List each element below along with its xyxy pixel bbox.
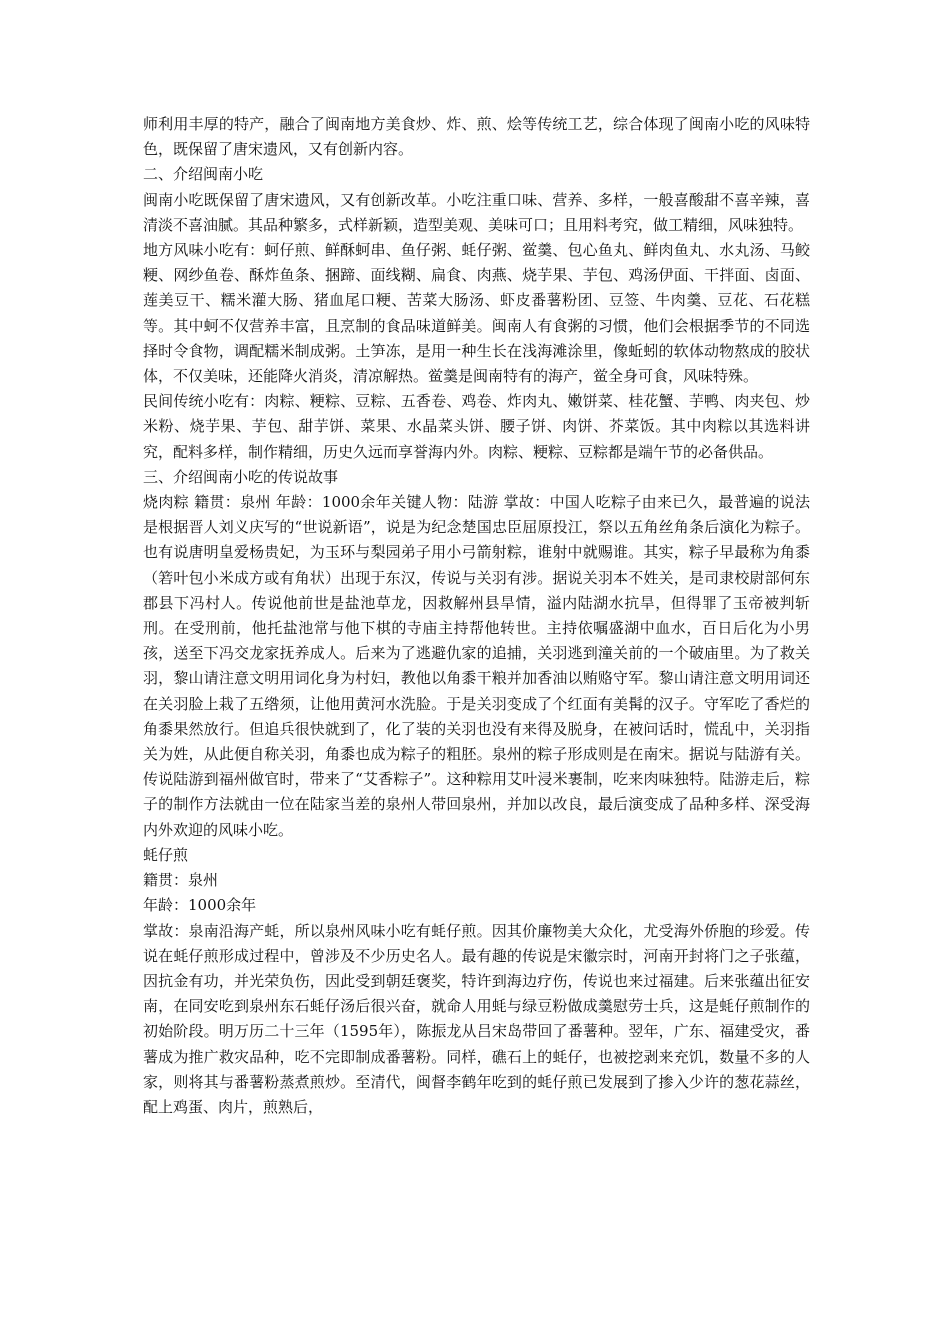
paragraph-oyster-omelette-origin: 籍贯：泉州	[143, 871, 219, 890]
section-heading-introduce-minnan-snacks: 二、介绍闽南小吃	[143, 165, 264, 184]
paragraph-intro-continuation: 师利用丰厚的特产，融合了闽南地方美食炒、炸、煎、烩等传统工艺，综合体现了闽南小吃的风味特色，既保留了唐宋遗风，又有创新内容。	[143, 115, 810, 159]
paragraph-minnan-snacks-overview: 闽南小吃既保留了唐宋遗风，又有创新改革。小吃注重口味、营养、多样，一般喜酸甜不喜辛辣，喜清淡不喜油腻。其品种繁多，式样新颖，造型美观、美味可口；且用料考究，做工精细，风味独特。	[143, 190, 810, 234]
paragraph-oyster-omelette-title: 蚝仔煎	[143, 845, 189, 864]
section-heading-snack-legends: 三、介绍闽南小吃的传说故事	[143, 467, 339, 486]
paragraph-folk-traditional-snacks: 民间传统小吃有：肉粽、粳粽、豆粽、五香卷、鸡卷、炸肉丸、嫩饼菜、桂花蟹、芋鸭、肉夹包、炒米粉、烧芋果、芋包、甜芋饼、菜果、水晶菜头饼、腰子饼、肉饼、芥菜饭。其中肉粽以其选料讲究，配料多样，制作精细，历史久远而享誉海内外。肉粽、粳粽、豆粽都是端午节的必备供品。	[143, 392, 810, 461]
paragraph-roast-pork-zongzi-legend: 烧肉粽 籍贯：泉州 年龄：1000余年关键人物：陆游 掌故：中国人吃粽子由来已久，最普遍的说法是根据晋人刘义庆写的“世说新语”，说是为纪念楚国忠臣屈原投江，祭以五角丝角条后演化为粽子。也有说唐明皇爱杨贵妃，为玉环与梨园弟子用小弓箭射粽，谁射中就赐谁。其实，粽子早最称为角黍（箬叶包小米成方或有角状）出现于东汉，传说与关羽有涉。据说关羽本不姓关，是司隶校尉部何东郡县下冯村人。传说他前世是盐池草龙，因救解州县旱情，溢内陆湖水抗旱，但得罪了玉帝被判斩刑。在受刑前，他托盐池常与他下棋的寺庙主持帮他转世。主持依嘱盛湖中血水，百日后化为小男孩，送至下冯交龙家抚养成人。后来为了逃避仇家的追捕，关羽逃到潼关前的一个破庙里。为了救关羽，黎山请注意文明用词化身为村妇，教他以角黍干粮并加香油以贿赂守军。黎山请注意文明用词还在关羽脸上栽了五绺须，让他用黄河水洗脸。于是关羽变成了个红面有美髯的汉子。守军吃了香烂的角黍果然放行。但追兵很快就到了，化了装的关羽也没有来得及脱身，在被问话时，慌乱中，关羽指关为姓，从此便自称关羽，角黍也成为粽子的粗胚。泉州的粽子形成则是在南宋。据说与陆游有关。传说陆游到福州做官时，带来了“艾香粽子”。这种粽用艾叶浸米裹制，吃来肉味独特。陆游走后，粽子的制作方法就由一位在陆家当差的泉州人带回泉州，并加以改良，最后演变成了品种多样、深受海内外欢迎的风味小吃。	[143, 493, 810, 839]
paragraph-oyster-omelette-legend: 掌故：泉南沿海产蚝，所以泉州风味小吃有蚝仔煎。因其价廉物美大众化，尤受海外侨胞的珍爱。传说在蚝仔煎形成过程中，曾涉及不少历史名人。最有趣的传说是宋徽宗时，河南开封将门之子张蕴，因抗金有功，并光荣负伤，因此受到朝廷褒奖，特许到海边疗伤，传说也来过福建。后来张蕴出征安南，在同安吃到泉州东石蚝仔汤后很兴奋，就命人用蚝与绿豆粉做成羹慰劳士兵，这是蚝仔煎制作的初始阶段。明万历二十三年（1595年），陈振龙从吕宋岛带回了番薯种。翌年，广东、福建受灾，番薯成为推广救灾品种，吃不完即制成番薯粉。同样，礁石上的蚝仔，也被挖剥来充饥，数量不多的人家，则将其与番薯粉蒸煮煎炒。至清代，闽督李鹤年吃到的蚝仔煎已发展到了掺入少许的葱花蒜丝，配上鸡蛋、肉片，煎熟后，	[143, 921, 810, 1116]
paragraph-oyster-omelette-age: 年龄：1000余年	[143, 896, 257, 915]
paragraph-local-flavor-snacks: 地方风味小吃有：蚵仔煎、鲜酥蚵串、鱼仔粥、蚝仔粥、鲎羹、包心鱼丸、鲜肉鱼丸、水丸汤、马鲛粳、网纱鱼卷、酥炸鱼条、捆蹄、面线糊、扁食、肉燕、烧芋果、芋包、鸡汤伊面、干拌面、卤面、莲美豆干、糯米灌大肠、猪血尾口粳、苦菜大肠汤、虾皮番薯粉团、豆签、牛肉羹、豆花、石花糕等。其中蚵不仅营养丰富，且烹制的食品味道鲜美。闽南人有食粥的习惯，他们会根据季节的不同选择时令食物，调配糯米制成粥。土笋冻，是用一种生长在浅海滩涂里，像蚯蚓的软体动物熬成的胶状体，不仅美味，还能降火消炎，清凉解热。鲎羹是闽南特有的海产，鲎全身可食，风味特殊。	[143, 241, 810, 386]
document-body	[143, 112, 810, 1120]
